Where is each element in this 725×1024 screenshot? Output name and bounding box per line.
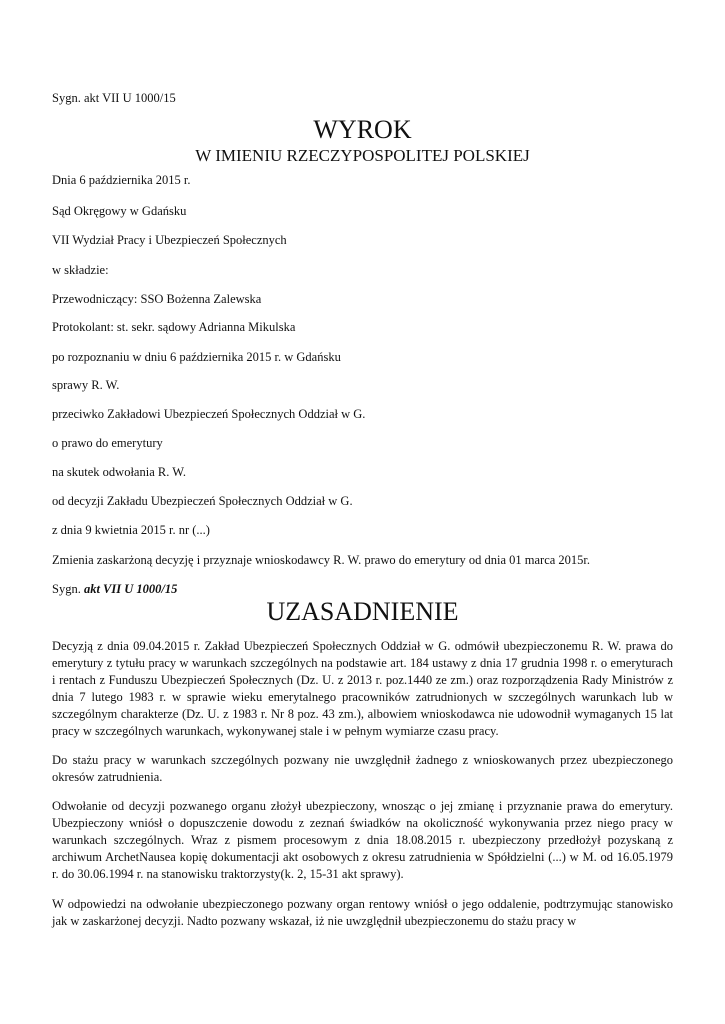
decision-date: z dnia 9 kwietnia 2015 r. nr (...) [52,523,210,537]
case-signature-bottom [52,582,177,597]
justification-paragraph: Do stażu pracy w warunkach szczególnych pozwany nie uwzględnił żadnego z wnioskowanych przez ubezpieczonego okresów zatrudnienia. [52,753,673,784]
judgment-date: Dnia 6 października 2015 r. [52,173,191,187]
court-division: VII Wydział Pracy i Ubezpieczeń Społecznych [52,233,287,247]
justification-paragraph: Decyzją z dnia 09.04.2015 r. Zakład Ubezpieczeń Społecznych Oddział w G. odmówił ubezpieczonemu R. W. prawa do emerytury z tytułu pracy w warunkach szczególnych na podstawie art. 184 ustawy z dnia 17 grudnia 1998 r. o emeryturach i rentach z Funduszu Ubezpieczeń Społecznych (Dz. U. z 2013 r. poz.1440 ze zm.) oraz rozporządzenia Rady Ministrów z dnia 7 lutego 1983 r. w sprawie wieku emerytalnego pracowników zatrudnionych w szczególnych warunkach lub w szczególnym charakterze (Dz. U. z 1983 r. Nr 8 poz. 43 zm.), albowiem wnioskodawca nie udowodnił wymaganych 15 lat pracy w szczególnych warunkach, wykonywanej stale i w pełnym wymiarze czasu pracy. [52,639,673,738]
presiding-judge: Przewodniczący: SSO Bożenna Zalewska [52,292,262,306]
justification-title: UZASADNIENIE [266,597,459,626]
case-party: sprawy R. W. [52,378,120,392]
case-signature-top: Sygn. akt VII U 1000/15 [52,91,176,105]
court-clerk: Protokolant: st. sekr. sądowy Adrianna Mikulska [52,320,296,334]
composition-label: w składzie: [52,263,109,277]
court-name: Sąd Okręgowy w Gdańsku [52,204,187,218]
judgment-title: WYROK [313,115,412,144]
hearing-info: po rozpoznaniu w dniu 6 października 2015 r. w Gdańsku [52,350,341,364]
judgment-subtitle: W IMIENIU RZECZYPOSPOLITEJ POLSKIEJ [195,146,530,165]
signature-value: akt VII U 1000/15 [83,582,178,596]
case-opponent: przeciwko Zakładowi Ubezpieczeń Społecznych Oddział w G. [52,407,366,421]
justification-paragraph: W odpowiedzi na odwołanie ubezpieczonego pozwany organ rentowy wniósł o jego oddalenie, podtrzymując stanowisko jak w zaskarżonej decyzji. Nadto pozwany wskazał, iż nie uwzględnił ubezpieczonemu do stażu pracy w [52,897,673,928]
justification-paragraph: Odwołanie od decyzji pozwanego organu złożył ubezpieczony, wnosząc o jej zmianę i przyznanie prawa do emerytury. Ubezpieczony wniósł o dopuszczenie dowodu z zeznań świadków na okoliczność wykonywania przez niego pracy w warunkach szczególnych. Wraz z pismem procesowym z dnia 18.08.2015 r. ubezpieczony przedłożył pozyskaną z archiwum ArchetNausea kopię dokumentacji akt osobowych z okresu zatrudnienia w Spółdzielni (...) w M. od 16.05.1979 r. do 30.06.1994 r. na stanowisku traktorzysty(k. 2, 15-31 akt sprawy). [52,799,673,881]
signature-prefix: Sygn. [52,582,81,596]
case-subject: o prawo do emerytury [52,436,163,450]
judgment-ruling: Zmienia zaskarżoną decyzję i przyznaje wnioskodawcy R. W. prawo do emerytury od dnia 01 marca 2015r. [52,553,591,567]
appeal-by: na skutek odwołania R. W. [52,465,187,479]
appealed-decision: od decyzji Zakładu Ubezpieczeń Społecznych Oddział w G. [52,494,353,508]
